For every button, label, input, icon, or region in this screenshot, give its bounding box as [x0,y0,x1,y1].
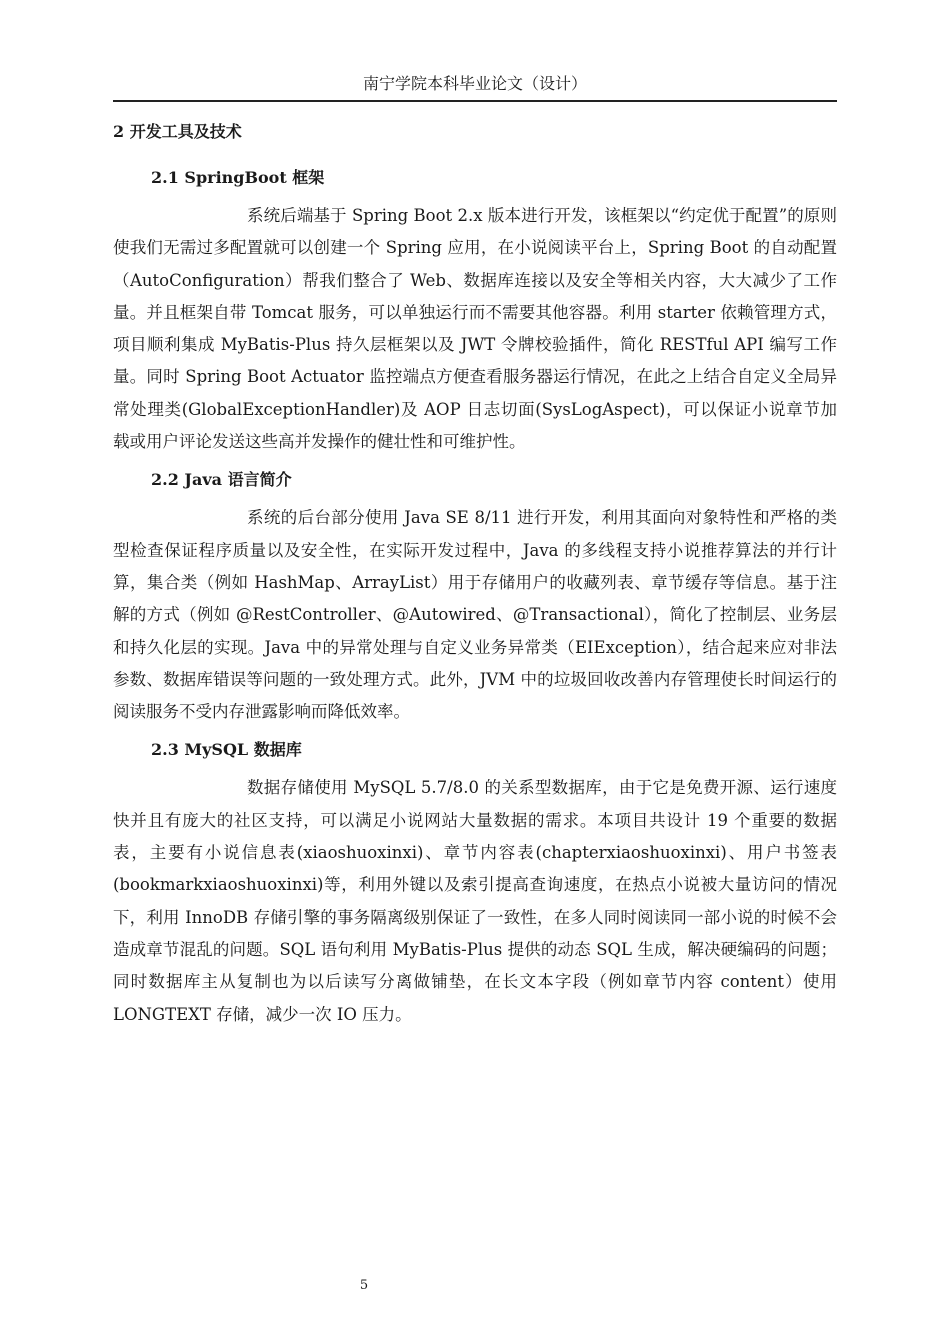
section-paragraph: 数据存储使用 MySQL 5.7/8.0 的关系型数据库，由于它是免费开源、运行速度快并且有庞大的社区支持，可以满足小说网站大量数据的需求。本项目共设计 19 个重要的数据表，主要有小说信息表(xiaoshuoxinxi)、章节内容表(chapterxiaoshuoxinxi)、用户书签表(bookmarkxiaoshuoxinxi)等，利用外键以及索引提高查询速度，在热点小说被大量访问的情况下，利用 InnoDB 存储引擎的事务隔离级别保证了一致性，在多人同时阅读同一部小说的时候不会造成章节混乱的问题。SQL 语句利用 MyBatis-Plus 提供的动态 SQL 生成，解决硬编码的问题；同时数据库主从复制也为以后读写分离做铺垫，在长文本字段（例如章节内容 content）使用 LONGTEXT 存储，减少一次 IO 压力。 [113,778,837,1024]
section-heading: 2.1 SpringBoot 框架 [151,168,325,187]
section-java [113,466,837,728]
page-number: 5 [359,1278,369,1293]
section-springboot [113,164,837,458]
section-heading: 2.3 MySQL 数据库 [151,740,302,760]
section-paragraph: 系统后端基于 Spring Boot 2.x 版本进行开发，该框架以“约定优于配置”的原则使我们无需过多配置就可以创建一个 Spring 应用，在小说阅读平台上，Spring Boot 的自动配置（AutoConfiguration）帮我们整合了 Web、数据库连接以及安全等相关内容，大大减少了工作量。并且框架自带 Tomcat 服务，可以单独运行而不需要其他容器。利用 starter 依赖管理方式，项目顺利集成 MyBatis-Plus 持久层框架以及 JWT 令牌校验插件，简化 RESTful API 编写工作量。同时 Spring Boot Actuator 监控端点方便查看服务器运行情况，在此之上结合自定义全局异常处理类(GlobalExceptionHandler)及 AOP 日志切面(SysLogAspect)，可以保证小说章节加载或用户评论发送这些高并发操作的健壮性和可维护性。 [113,206,837,452]
section-heading: 2.2 Java 语言简介 [151,470,292,490]
header-rule [113,100,837,102]
section-paragraph: 系统的后台部分使用 Java SE 8/11 进行开发，利用其面向对象特性和严格的类型检查保证程序质量以及安全性，在实际开发过程中，Java 的多线程支持小说推荐算法的并行计算，集合类（例如 HashMap、ArrayList）用于存储用户的收藏列表、章节缓存等信息。基于注解的方式（例如 @RestController、@Autowired、@Transactional），简化了控制层、业务层和持久化层的实现。Java 中的异常处理与自定义业务异常类（EIException），结合起来应对非法参数、数据库错误等问题的一致处理方式。此外，JVM 中的垃圾回收改善内存管理使长时间运行的阅读服务不受内存泄露影响而降低效率。 [113,508,837,722]
section-mysql [113,736,837,1030]
running-header: 南宁学院本科毕业论文（设计） [362,74,587,93]
page-body [113,118,837,1039]
chapter-heading: 2 开发工具及技术 [113,122,242,141]
